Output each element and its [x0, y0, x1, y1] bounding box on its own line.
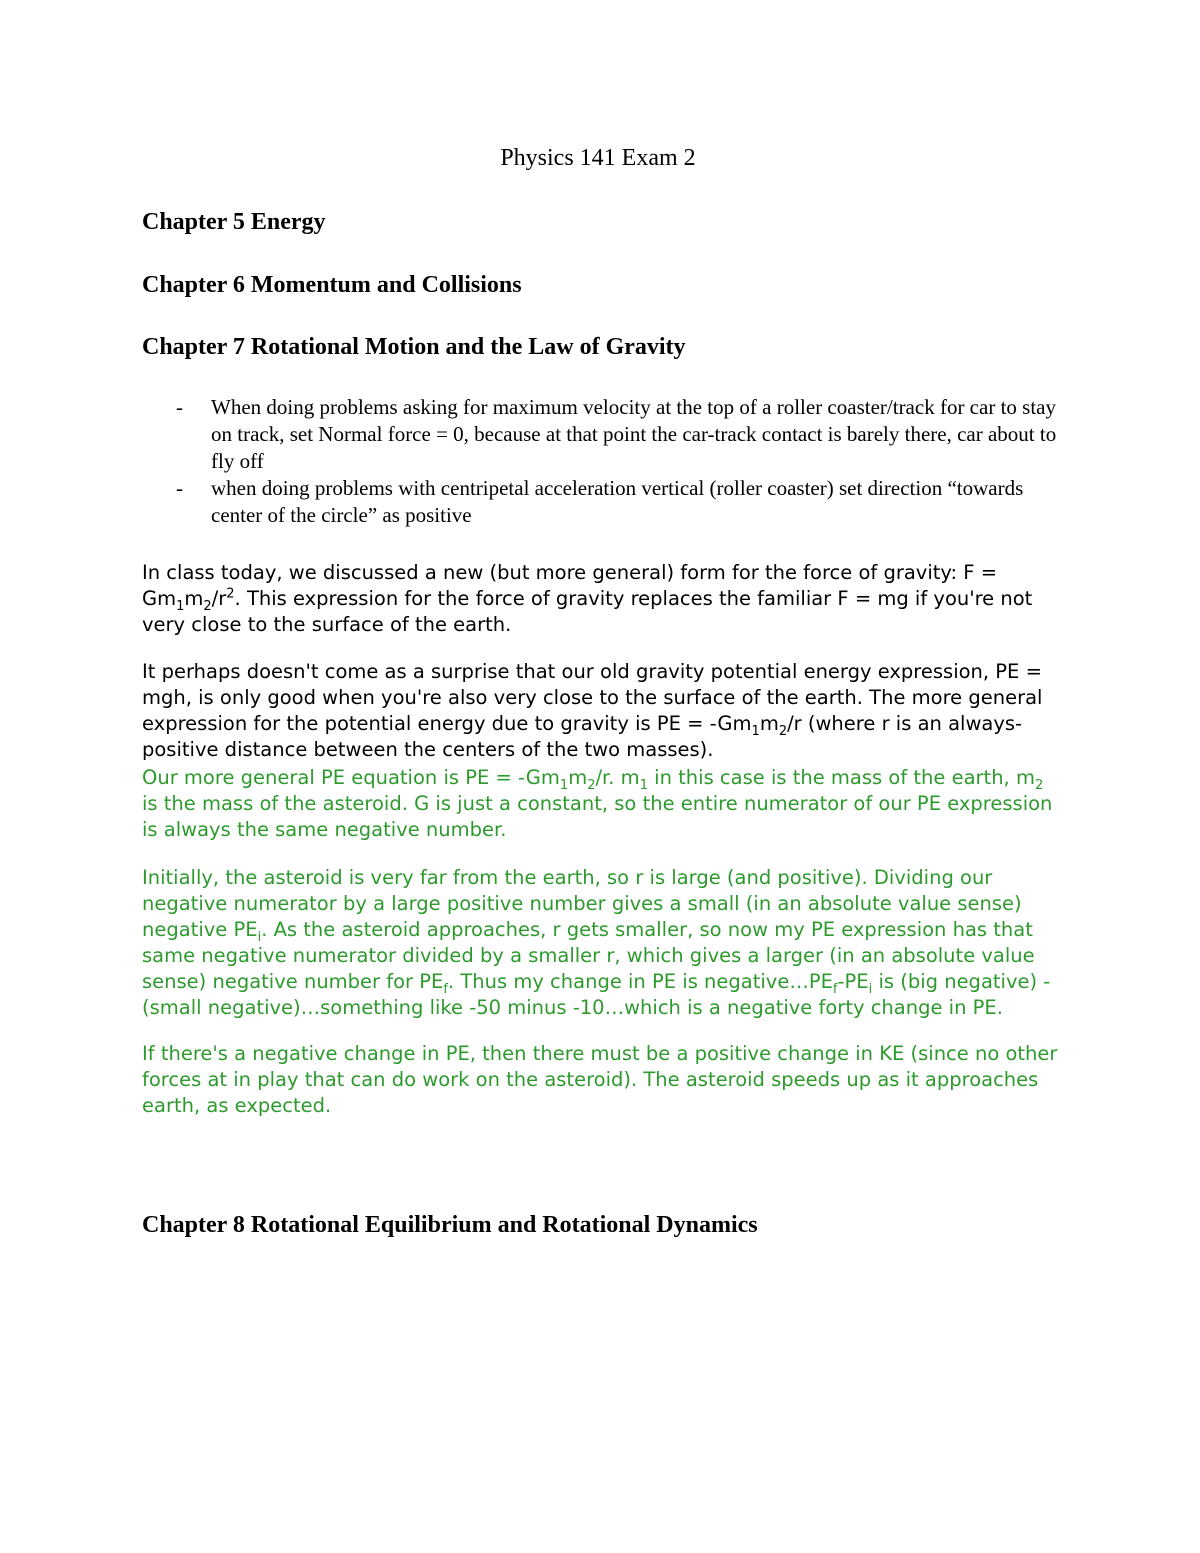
subscript: f [443, 981, 448, 997]
text-run: /r [211, 587, 227, 610]
text-run: /r (where r is an always-positive distance between the centers of the two masses). [142, 712, 1023, 761]
chapter-heading-5: Chapter 5 Energy [142, 209, 326, 235]
text-run: m [759, 712, 779, 735]
list-item-text: When doing problems asking for maximum velocity at the top of a roller coaster/track for car to stay on track, set Normal force = 0, because at that point the car-track contact is barely there, car about to fly off [211, 395, 1057, 473]
superscript: 2 [226, 586, 235, 602]
pe-equation-explanation-paragraph [142, 765, 1062, 843]
subscript: i [257, 929, 262, 945]
gravity-force-paragraph [142, 560, 1062, 638]
chapter-heading-8: Chapter 8 Rotational Equilibrium and Rotational Dynamics [142, 1212, 758, 1238]
text-run: is the mass of the asteroid. G is just a constant, so the entire numerator of our PE expression is always the same negative number. [142, 792, 1053, 841]
subscript: i [868, 981, 873, 997]
subscript: 1 [751, 723, 760, 739]
list-item [142, 394, 1060, 475]
asteroid-pe-change-paragraph [142, 865, 1062, 1021]
subscript: 1 [639, 777, 648, 793]
page-title: Physics 141 Exam 2 [500, 145, 696, 171]
list-item [142, 475, 1060, 529]
text-run: If there's a negative change in PE, then there must be a positive change in KE (since no other forces at in play that can do work on the asteroid). The asteroid speeds up as it approaches earth, as expected. [142, 1042, 1058, 1117]
text-run: . As the asteroid approaches, r gets smaller, so now my PE expression has that same negative numerator divided by a smaller r, which gives a larger (in an absolute value sense) negative number for PE [142, 918, 1035, 993]
list-item-text: when doing problems with centripetal acceleration vertical (roller coaster) set direction “towards center of the circle” as positive [211, 476, 1024, 527]
chapter-heading-6: Chapter 6 Momentum and Collisions [142, 272, 522, 298]
potential-energy-paragraph [142, 659, 1062, 763]
subscript: 2 [778, 723, 788, 739]
text-run: is (big negative) - (small negative)…something like -50 minus -10…which is a negative forty change in PE. [142, 970, 1051, 1019]
list-dash: - [176, 476, 183, 500]
subscript: f [832, 981, 838, 997]
text-run: In class today, we discussed a new (but more general) form for the force of gravity: F = Gm [142, 561, 998, 610]
subscript: 2 [1034, 777, 1044, 793]
subscript: 2 [587, 777, 596, 793]
text-run: m [568, 766, 588, 789]
text-run: . Thus my change in PE is negative…PE [447, 970, 833, 993]
text-run: . This expression for the force of gravity replaces the familiar F = mg if you're not very close to the surface of the earth. [142, 587, 1033, 636]
text-run: /r. m [595, 766, 640, 789]
text-run: Initially, the asteroid is very far from the earth, so r is large (and positive). Dividing our negative numerator by a large positive number gives a small (in an absolute value sense) negative PE [142, 866, 1022, 941]
list-dash: - [176, 395, 183, 419]
text-run: m [184, 587, 204, 610]
subscript: 1 [176, 598, 185, 614]
subscript: 2 [203, 598, 212, 614]
chapter-heading-7: Chapter 7 Rotational Motion and the Law of Gravity [142, 334, 686, 360]
chapter-7-notes-list [142, 394, 1060, 529]
text-run: in this case is the mass of the earth, m [647, 766, 1035, 789]
subscript: 1 [559, 777, 569, 793]
text-run: Our more general PE equation is PE = -Gm [142, 766, 560, 789]
kinetic-energy-paragraph [142, 1041, 1062, 1119]
text-run: -PE [837, 970, 869, 993]
text-run: It perhaps doesn't come as a surprise that our old gravity potential energy expression, PE = mgh, is only good when you're also very close to the surface of the earth. The more general expression for the potential energy due to gravity is PE = -Gm [142, 660, 1043, 735]
